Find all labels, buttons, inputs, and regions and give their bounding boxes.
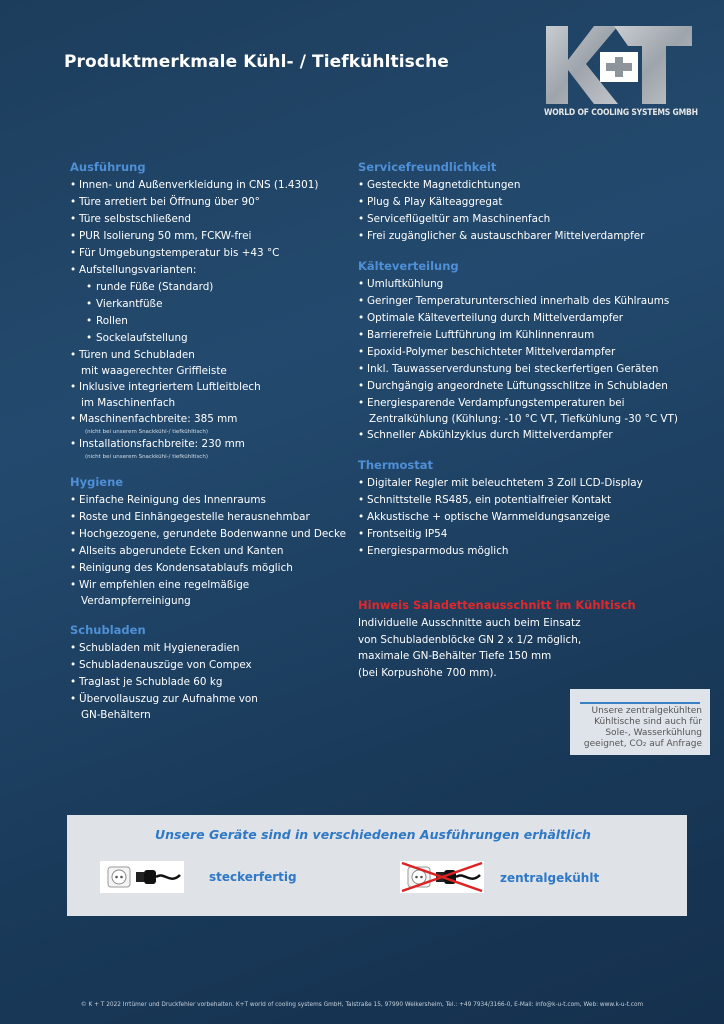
list-item: • Türe arretiert bei Öffnung über 90° <box>70 194 350 211</box>
list-item-line: Inklusive integriertem Luftleitblech <box>79 381 261 393</box>
list-item: • Frei zugänglicher & austauschbarer Mittelverdampfer <box>358 228 688 245</box>
section-hygiene <box>70 475 350 609</box>
list-item-line: Wir empfehlen eine regelmäßige <box>79 579 250 591</box>
list-item: • Aufstellungsvarianten: <box>70 262 350 279</box>
list-item: • Frontseitig IP54 <box>358 526 688 543</box>
list-item <box>70 379 350 411</box>
list-item-line: Türen und Schubladen <box>79 349 195 361</box>
section-title-hygiene: Hygiene <box>70 475 124 489</box>
list-item: • Allseits abgerundete Ecken und Kanten <box>70 543 350 560</box>
list-item-line: Maschinenfachbreite: 385 mm <box>79 413 238 425</box>
kaelte-list <box>358 276 688 444</box>
footnote: (nicht bei unserem Snackkühl-/ tiefkühltisch) <box>85 429 208 435</box>
info-line: geeignet, CO₂ auf Anfrage <box>583 739 702 749</box>
list-item-line: Installationsfachbreite: 230 mm <box>79 438 245 450</box>
list-item: • Türe selbstschließend <box>70 211 350 228</box>
list-item: • Serviceflügeltür am Maschinenfach <box>358 211 688 228</box>
list-item: • Einfache Reinigung des Innenraums <box>70 492 350 509</box>
section-thermostat <box>358 458 688 560</box>
section-title-thermostat: Thermostat <box>358 458 433 472</box>
section-title-hinweis: Hinweis Saladettenausschnitt im Kühltisch <box>358 598 636 612</box>
list-item: • Reinigung des Kondensatablaufs möglich <box>70 560 350 577</box>
hinweis-line: von Schubladenblöcke GN 2 x 1/2 möglich, <box>358 633 582 646</box>
schubladen-list <box>70 640 350 723</box>
service-list <box>358 177 688 245</box>
company-logo <box>544 24 698 124</box>
list-item <box>358 395 688 427</box>
list-item-line: mit waagerechter Griffleiste <box>81 365 227 377</box>
list-item-line: im Maschinenfach <box>81 397 176 409</box>
sub-list-item: • runde Füße (Standard) <box>70 279 350 296</box>
list-item: • Hochgezogene, gerundete Bodenwanne und Decke <box>70 526 350 543</box>
list-item: • Umluftkühlung <box>358 276 688 293</box>
section-ausfuehrung <box>70 160 350 461</box>
list-item: • Traglast je Schublade 60 kg <box>70 674 350 691</box>
list-item <box>70 691 350 723</box>
list-item <box>70 577 350 609</box>
right-column <box>358 160 688 695</box>
list-item: • Inkl. Tauwasserverdunstung bei steckerfertigen Geräten <box>358 361 688 378</box>
hinweis-line: (bei Korpushöhe 700 mm). <box>358 666 497 679</box>
section-schubladen <box>70 623 350 723</box>
list-item <box>70 411 350 436</box>
list-item: • Epoxid-Polymer beschichteter Mittelverdampfer <box>358 344 688 361</box>
section-hinweis <box>358 598 688 681</box>
list-item: • Durchgängig angeordnete Lüftungsschlitze in Schubladen <box>358 378 688 395</box>
list-item: • Schnittstelle RS485, ein potentialfreier Kontakt <box>358 492 688 509</box>
option-steckerfertig: steckerfertig <box>209 870 297 884</box>
list-item <box>70 436 350 461</box>
section-service <box>358 160 688 245</box>
list-item-line: Zentralkühlung (Kühlung: -10 °C VT, Tiefkühlung -30 °C VT) <box>369 413 678 425</box>
list-item: • Optimale Kälteverteilung durch Mittelverdampfer <box>358 310 688 327</box>
list-item: • Akkustische + optische Warnmeldungsanzeige <box>358 509 688 526</box>
section-kaelteverteilung <box>358 259 688 444</box>
section-title-ausfuehrung: Ausführung <box>70 160 146 174</box>
logo-tagline: WORLD OF COOLING SYSTEMS GMBH <box>544 108 698 118</box>
footnote: (nicht bei unserem Snackkühl-/ tiefkühltisch) <box>85 454 208 460</box>
left-column <box>70 160 350 737</box>
info-box <box>570 689 710 755</box>
list-item: • Innen- und Außenverkleidung in CNS (1.4301) <box>70 177 350 194</box>
list-item-line: GN-Behältern <box>81 709 151 721</box>
hinweis-line: maximale GN-Behälter Tiefe 150 mm <box>358 650 552 662</box>
list-item <box>70 347 350 379</box>
list-item: • Digitaler Regler mit beleuchtetem 3 Zoll LCD-Display <box>358 475 688 492</box>
option-zentralgekuehlt: zentralgekühlt <box>500 871 600 885</box>
sub-list-item: • Vierkantfüße <box>70 296 350 313</box>
ausfuehrung-list <box>70 177 350 461</box>
plug-socket-crossed-image <box>400 861 484 893</box>
sub-list-item: • Sockelaufstellung <box>70 330 350 347</box>
variants-panel <box>67 815 687 916</box>
section-title-service: Servicefreundlichkeit <box>358 160 497 174</box>
hinweis-text <box>358 615 688 681</box>
list-item: • Gesteckte Magnetdichtungen <box>358 177 688 194</box>
section-title-kaelteverteilung: Kälteverteilung <box>358 259 459 273</box>
list-item: • PUR Isolierung 50 mm, FCKW-frei <box>70 228 350 245</box>
list-item-line: Energiesparende Verdampfungstemperaturen bei <box>367 397 625 409</box>
footer-text: © K + T 2022 Irrtümer und Druckfehler vorbehalten. K+T world of cooling systems GmbH, Talstraße 15, 97990 Weikersheim, Tel.: +49 7934/3166-0, E-Mail: info@k-u-t.com, Web: www.k-u-t.com <box>80 1002 644 1008</box>
info-line: Unsere zentralgekühlten <box>591 706 702 716</box>
list-item: • Schubladen mit Hygieneradien <box>70 640 350 657</box>
list-item: • Geringer Temperaturunterschied innerhalb des Kühlraums <box>358 293 688 310</box>
list-item: • Roste und Einhängegestelle herausnehmbar <box>70 509 350 526</box>
plug-socket-crossed-icon <box>400 861 484 893</box>
section-title-schubladen: Schubladen <box>70 623 146 637</box>
page-title: Produktmerkmale Kühl- / Tiefkühltische <box>64 52 449 72</box>
list-item: • Plug & Play Kälteaggregat <box>358 194 688 211</box>
plug-socket-image <box>100 861 184 893</box>
hinweis-line: Individuelle Ausschnitte auch beim Einsatz <box>358 617 581 629</box>
sub-list-item: • Rollen <box>70 313 350 330</box>
kt-logo-icon <box>544 24 694 108</box>
list-item: • Schneller Abkühlzyklus durch Mittelverdampfer <box>358 427 688 444</box>
list-item: • Schubladenauszüge von Compex <box>70 657 350 674</box>
variants-title: Unsere Geräte sind in verschiedenen Ausführungen erhältlich <box>155 827 591 842</box>
info-line: Sole-, Wasserkühlung <box>605 728 702 738</box>
list-item-line: Verdampferreinigung <box>81 595 191 607</box>
list-item-line: Übervollauszug zur Aufnahme von <box>79 693 258 705</box>
plug-socket-icon <box>100 861 184 893</box>
list-item: • Für Umgebungstemperatur bis +43 °C <box>70 245 350 262</box>
thermostat-list <box>358 475 688 560</box>
hygiene-list <box>70 492 350 609</box>
info-line: Kühltische sind auch für <box>594 717 702 727</box>
list-item: • Energiesparmodus möglich <box>358 543 688 560</box>
list-item: • Barrierefreie Luftführung im Kühlinnenraum <box>358 327 688 344</box>
